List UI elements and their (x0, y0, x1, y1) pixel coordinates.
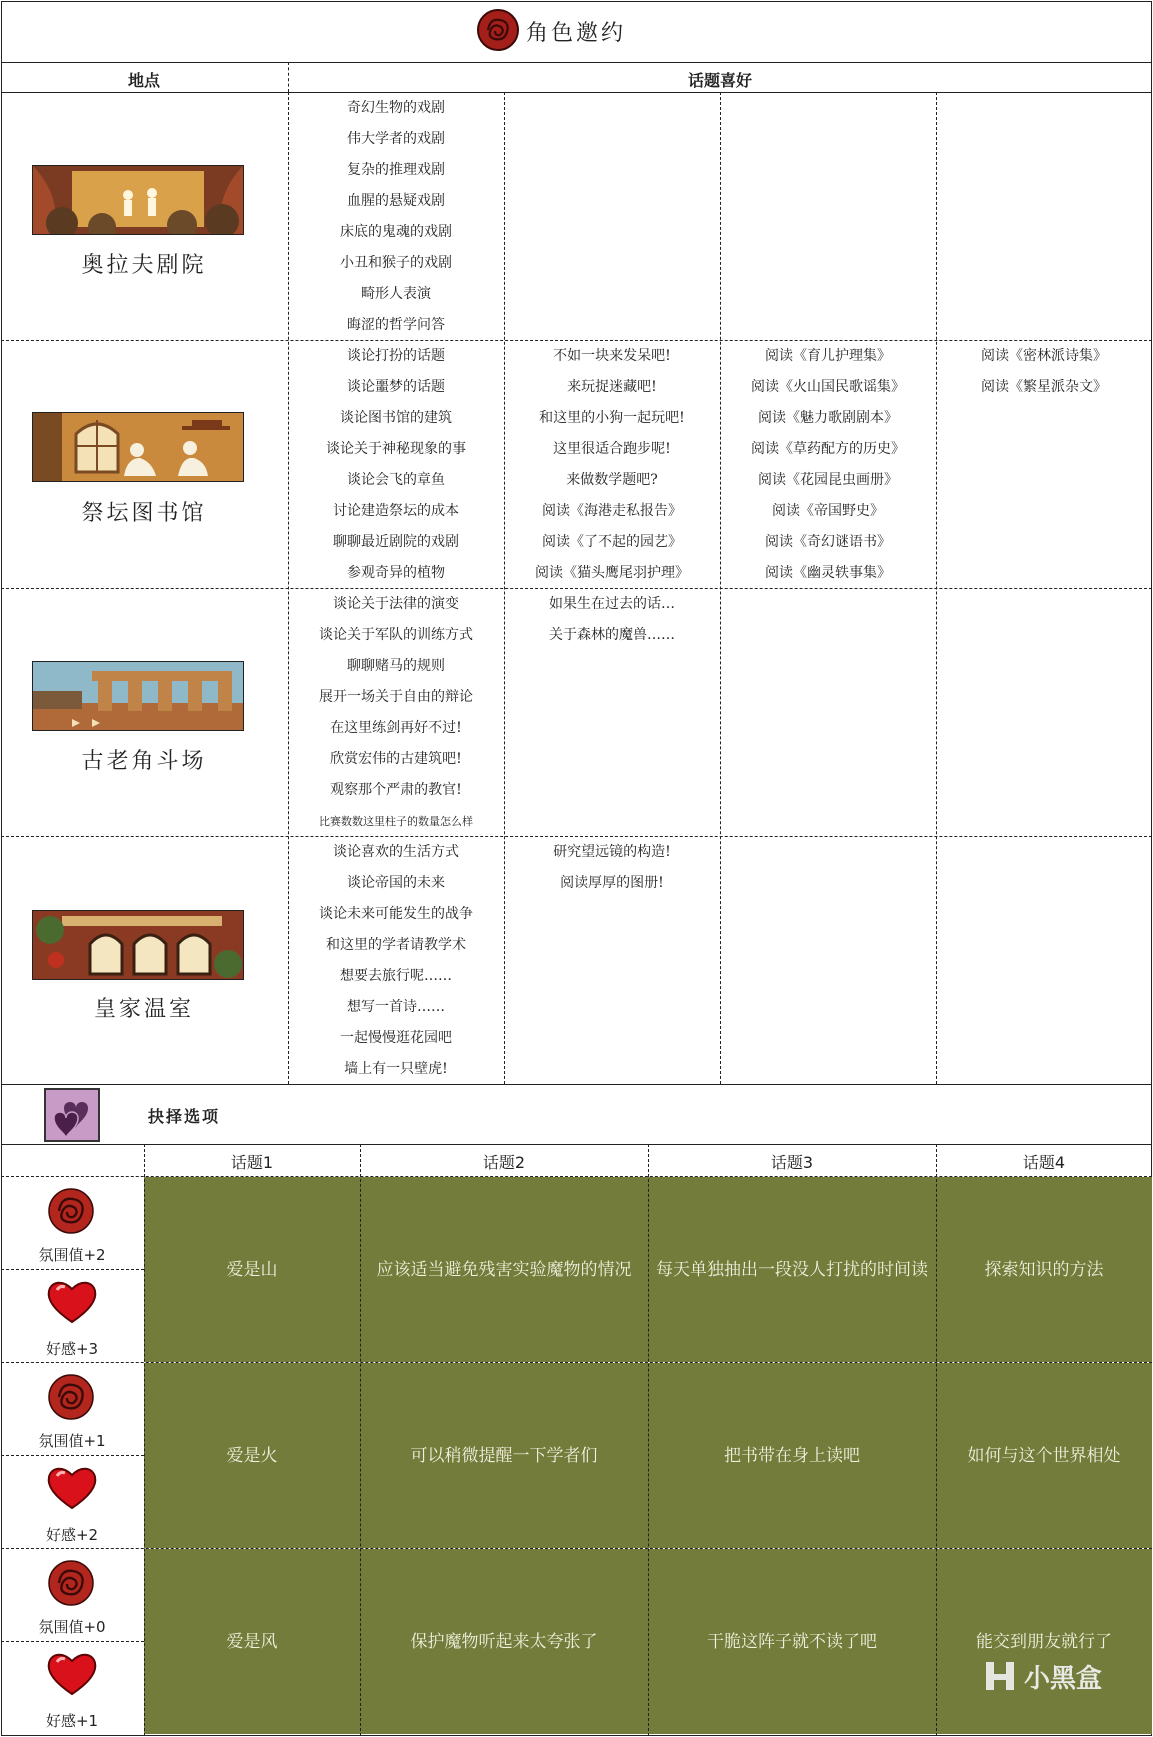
choice-option-cell: 如何与这个世界相处 (936, 1363, 1152, 1548)
topic-item: 伟大学者的戏剧 (347, 131, 445, 147)
location-image-colosseum (32, 661, 244, 731)
topic-column (288, 93, 504, 341)
topic-column (504, 341, 720, 589)
choice-option-cell: 能交到朋友就行了 (936, 1549, 1152, 1734)
topic-item: 如果生在过去的话… (549, 596, 675, 612)
choice-option-cell: 可以稍微提醒一下学者们 (360, 1363, 648, 1548)
location-image-library (32, 412, 244, 482)
topic-item: 血腥的悬疑戏剧 (347, 193, 445, 209)
watermark (980, 1650, 1150, 1700)
topic-item: 阅读《密林派诗集》 (981, 348, 1107, 364)
topic-item: 展开一场关于自由的辩论 (319, 689, 473, 705)
choice-option-cell: 爱是山 (144, 1177, 360, 1362)
location-name: 奥拉夫剧院 (81, 253, 207, 278)
topic-item: 不如一块来发呆吧! (553, 348, 671, 364)
heart-icon (44, 1278, 100, 1326)
topic-item: 阅读《花园昆虫画册》 (758, 472, 898, 488)
topic-column (936, 341, 1152, 589)
stat-divider (1, 1269, 144, 1270)
choice-section-title: 抉择选项 (148, 1107, 221, 1126)
heart-icon (44, 1650, 100, 1698)
topic-column (720, 341, 936, 589)
choice-option-cell: 干脆这阵子就不读了吧 (648, 1549, 936, 1734)
topic-item: 谈论噩梦的话题 (347, 379, 445, 395)
topic-item: 谈论图书馆的建筑 (340, 410, 452, 426)
affection-value: 好感+3 (45, 1340, 99, 1358)
topic-item: 奇幻生物的戏剧 (347, 100, 445, 116)
title-divider (1, 62, 1152, 63)
rose-icon (44, 1186, 98, 1236)
location-name: 祭坛图书馆 (81, 501, 207, 526)
topic-column (504, 837, 720, 1085)
choice-option-cell: 把书带在身上读吧 (648, 1363, 936, 1548)
location-name: 古老角斗场 (81, 749, 207, 774)
choice-option-cell: 爱是火 (144, 1363, 360, 1548)
topic-item: 阅读《帝国野史》 (772, 503, 884, 519)
topic-column (504, 589, 720, 837)
topic-item: 欣赏宏伟的古建筑吧! (330, 751, 462, 767)
topic-item: 阅读《海港走私报告》 (542, 503, 682, 519)
choice-column-divider (144, 1144, 145, 1736)
topic-item: 比赛数数这里柱子的数量怎么样 (319, 815, 473, 828)
topic-item: 讨论建造祭坛的成本 (333, 503, 459, 519)
topic-column (288, 341, 504, 589)
topic-column (936, 837, 1152, 1085)
topic-item: 参观奇异的植物 (347, 565, 445, 581)
topic-item: 在这里练剑再好不过! (330, 720, 462, 736)
choice-option-cell: 每天单独抽出一段没人打扰的时间读 (648, 1177, 936, 1362)
topic-item: 关于森林的魔兽…… (549, 627, 675, 643)
location-image-theater (32, 165, 244, 235)
stat-divider (1, 1641, 144, 1642)
hearts-icon (44, 1088, 100, 1142)
topic-item: 畸形人表演 (361, 286, 431, 302)
topic-item: 这里很适合跑步呢! (553, 441, 671, 457)
topic-column (504, 93, 720, 341)
topic-column (288, 837, 504, 1085)
choice-column-divider (648, 1144, 649, 1736)
topic-item: 阅读《火山国民歌谣集》 (751, 379, 905, 395)
rose-icon (44, 1558, 98, 1608)
column-divider (720, 92, 721, 1084)
topic-item: 复杂的推理戏剧 (347, 162, 445, 178)
rose-icon (474, 8, 522, 52)
topic-item: 阅读《繁星派杂文》 (981, 379, 1107, 395)
topic-item: 来做数学题吧? (566, 472, 658, 488)
topic-item: 阅读厚厚的图册! (560, 875, 664, 891)
header-divider (288, 62, 289, 92)
choice-header-top (1, 1144, 1152, 1145)
choice-column-divider (360, 1144, 361, 1736)
affection-value: 好感+1 (45, 1712, 99, 1730)
topic-column-header: 话题4 (1022, 1153, 1066, 1172)
topic-item: 聊聊最近剧院的戏剧 (333, 534, 459, 550)
stat-divider (1, 1455, 144, 1456)
topic-item: 谈论未来可能发生的战争 (319, 906, 473, 922)
topic-column (936, 589, 1152, 837)
topic-item: 和这里的学者请教学术 (326, 937, 466, 953)
topic-item: 墙上有一只壁虎! (344, 1061, 448, 1077)
rose-icon (44, 1372, 98, 1422)
topic-item: 谈论会飞的章鱼 (347, 472, 445, 488)
topic-item: 阅读《幽灵轶事集》 (765, 565, 891, 581)
topic-item: 想要去旅行呢…… (340, 968, 452, 984)
topic-item: 谈论帝国的未来 (347, 875, 445, 891)
header-location: 地点 (127, 71, 160, 90)
topic-item: 床底的鬼魂的戏剧 (340, 224, 452, 240)
choice-option-cell: 爱是风 (144, 1549, 360, 1734)
atmosphere-value: 氛围值+1 (38, 1432, 106, 1450)
topic-column (936, 93, 1152, 341)
topic-column (720, 837, 936, 1085)
topic-item: 谈论关于军队的训练方式 (319, 627, 473, 643)
choice-option-cell: 探索知识的方法 (936, 1177, 1152, 1362)
choice-option-cell: 保护魔物听起来太夸张了 (360, 1549, 648, 1734)
topic-item: 聊聊赌马的规则 (347, 658, 445, 674)
choice-column-divider (936, 1144, 937, 1736)
atmosphere-value: 氛围值+2 (38, 1246, 106, 1264)
topic-item: 阅读《魅力歌剧剧本》 (758, 410, 898, 426)
topic-column-header: 话题2 (482, 1153, 526, 1172)
page-title: 角色邀约 (526, 21, 627, 46)
column-divider (504, 92, 505, 1084)
title-bar (0, 0, 1153, 62)
topic-item: 阅读《草药配方的历史》 (751, 441, 905, 457)
topic-column-header: 话题3 (770, 1153, 814, 1172)
topic-item: 阅读《了不起的园艺》 (542, 534, 682, 550)
topic-item: 研究望远镜的构造! (553, 844, 671, 860)
location-name: 皇家温室 (93, 997, 194, 1022)
topic-item: 谈论打扮的话题 (347, 348, 445, 364)
topic-column (288, 589, 504, 837)
topic-item: 来玩捉迷藏吧! (567, 379, 657, 395)
topic-item: 阅读《育儿护理集》 (765, 348, 891, 364)
topic-item: 谈论喜欢的生活方式 (333, 844, 459, 860)
watermark-logo-icon (980, 1656, 1020, 1696)
topic-item: 谈论关于法律的演变 (333, 596, 459, 612)
topic-column-header: 话题1 (230, 1153, 274, 1172)
topic-item: 一起慢慢逛花园吧 (340, 1030, 452, 1046)
topic-item: 晦涩的哲学问答 (347, 317, 445, 333)
watermark-text: 小黑盒 (1024, 1664, 1103, 1694)
choice-option-cell: 应该适当避免残害实验魔物的情况 (360, 1177, 648, 1362)
topic-column (720, 93, 936, 341)
topic-item: 和这里的小狗一起玩吧! (539, 410, 685, 426)
topic-item: 阅读《猫头鹰尾羽护理》 (535, 565, 689, 581)
column-divider (936, 92, 937, 1084)
location-image-greenhouse (32, 910, 244, 980)
atmosphere-value: 氛围值+0 (38, 1618, 106, 1636)
topic-item: 谈论关于神秘现象的事 (326, 441, 466, 457)
heart-icon (44, 1464, 100, 1512)
topic-item: 阅读《奇幻谜语书》 (765, 534, 891, 550)
header-topics: 话题喜好 (687, 71, 752, 90)
topic-item: 小丑和猴子的戏剧 (340, 255, 452, 271)
topic-item: 观察那个严肃的教官! (330, 782, 462, 798)
topic-item: 想写一首诗…… (347, 999, 445, 1015)
choice-section-header (0, 1084, 1153, 1144)
column-divider (288, 92, 289, 1084)
topic-column (720, 589, 936, 837)
affection-value: 好感+2 (45, 1526, 99, 1544)
